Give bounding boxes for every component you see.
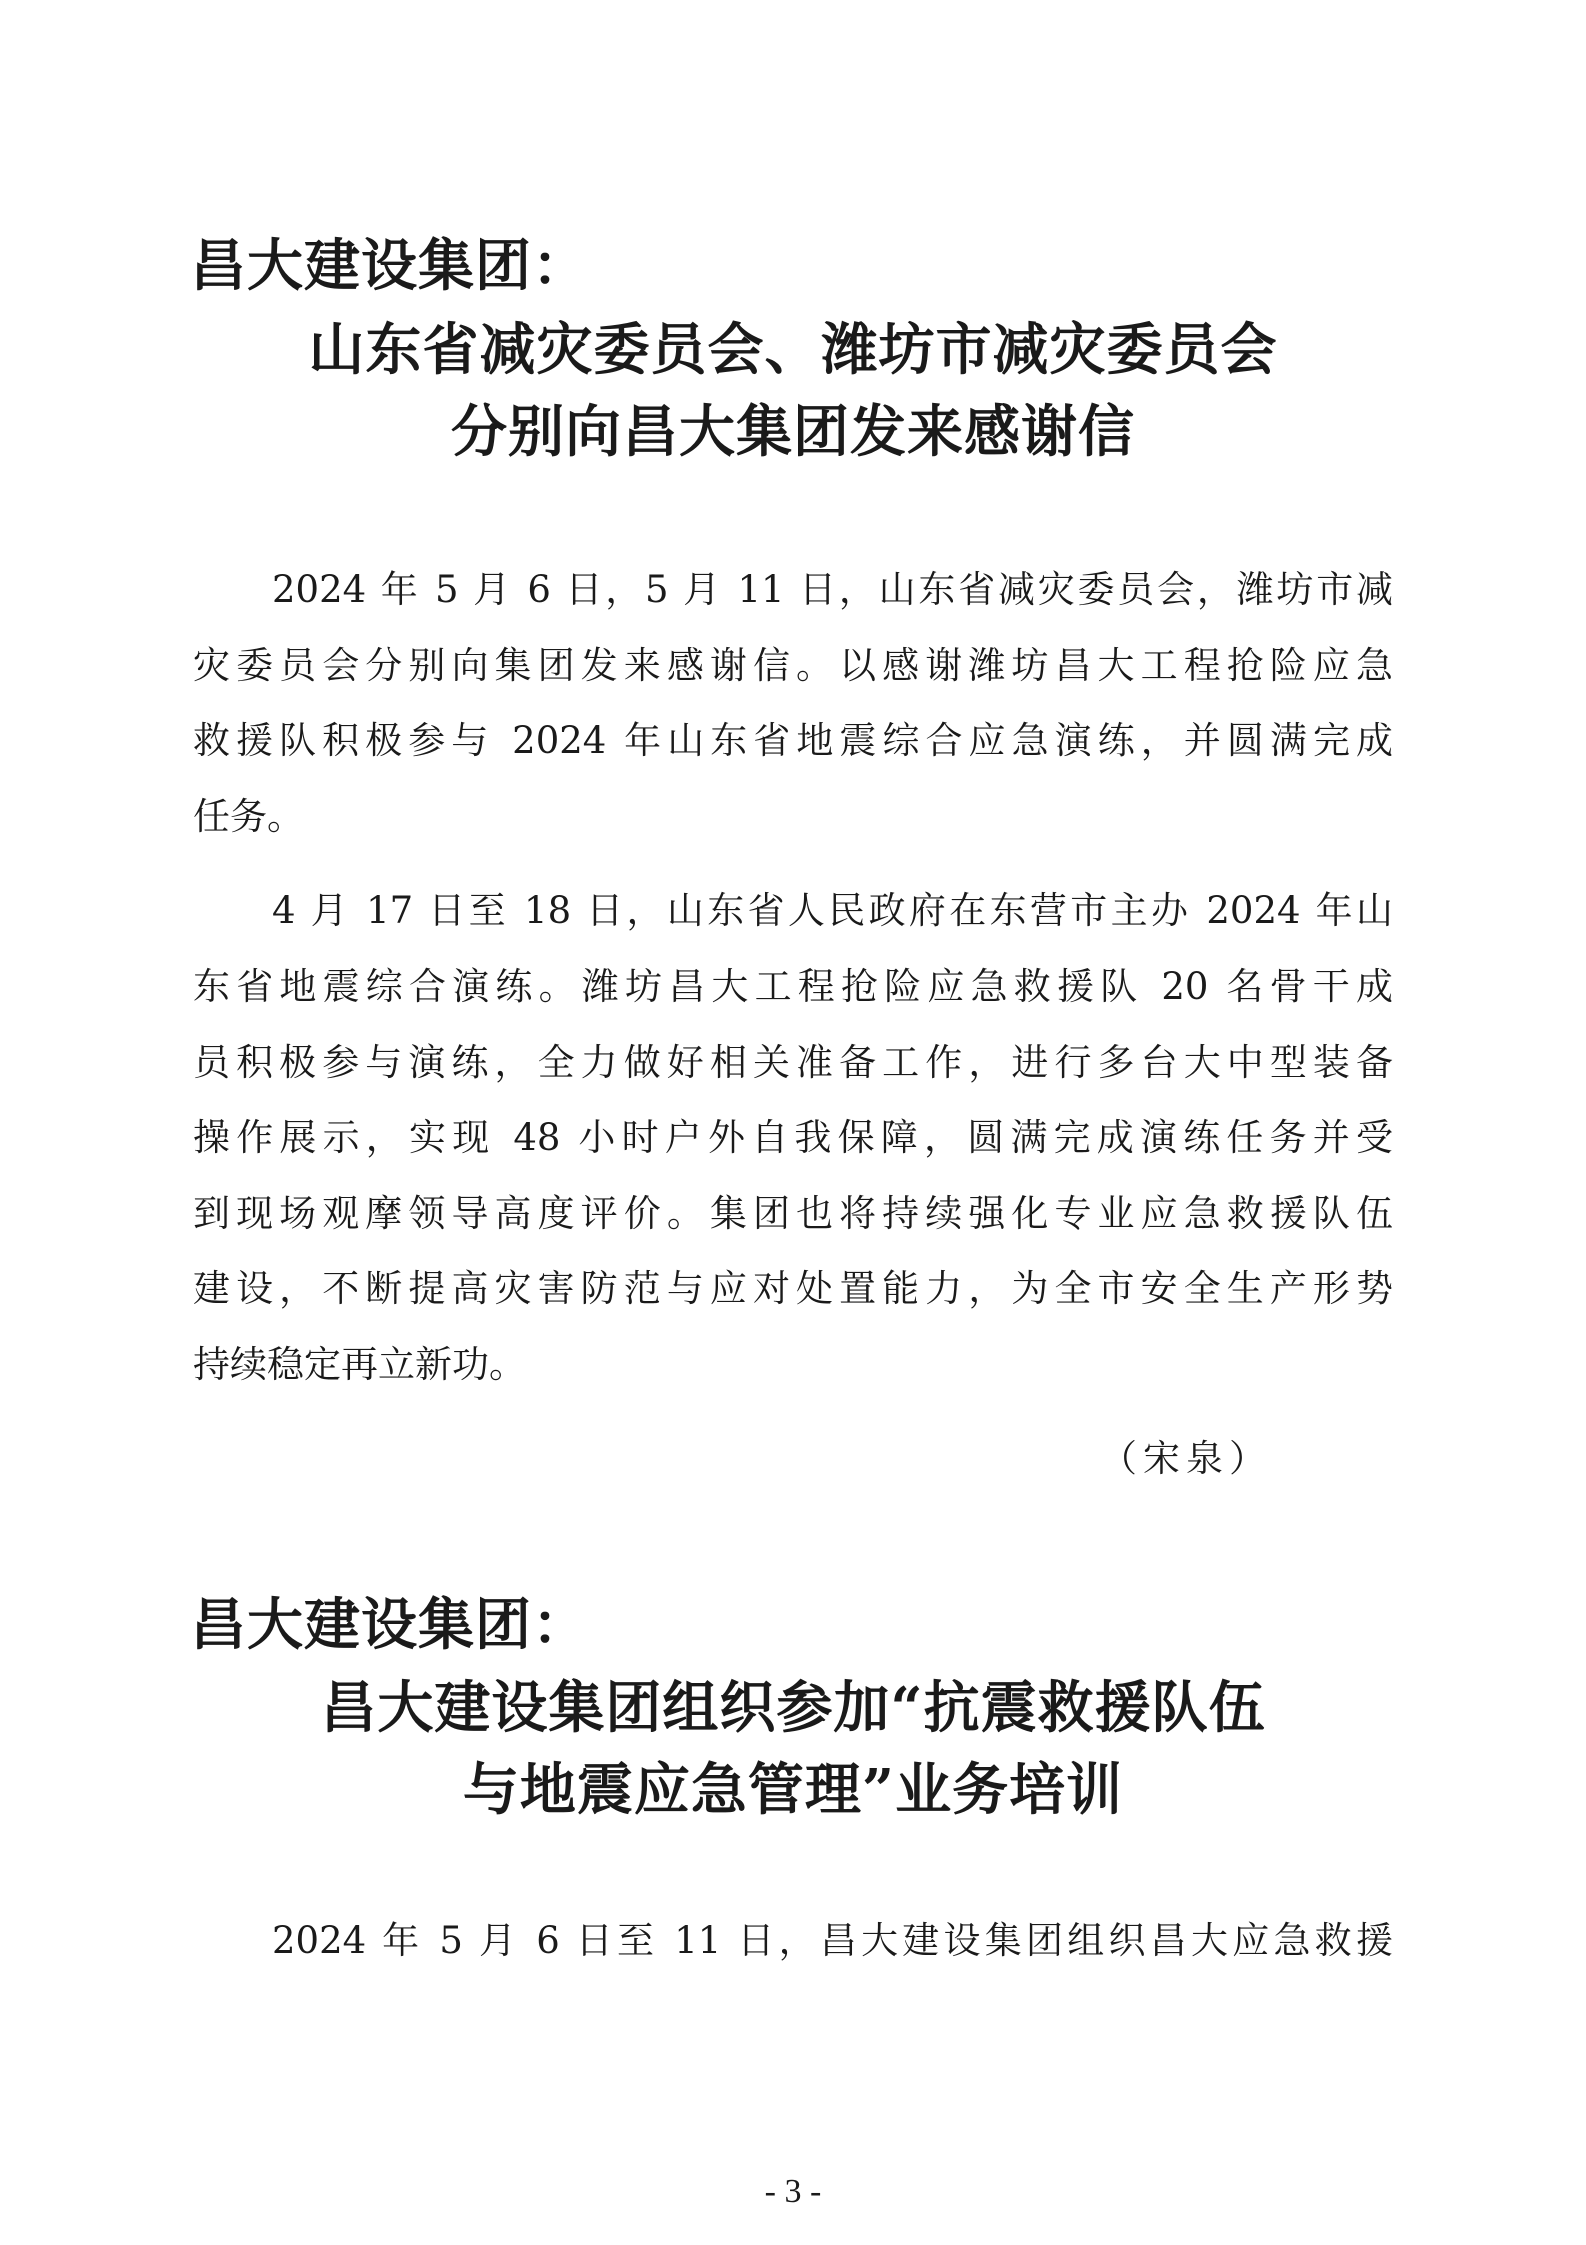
article1-title-line-1: 山东省减灾委员会、潍坊市减灾委员会 [308,317,1278,383]
article1-author: （宋泉） [1100,1437,1272,1480]
article2-title-line-2: 与地震应急管理”业务培训 [462,1757,1124,1823]
article2-p1-line-1: 2024 年 5 月 6 日至 11 日，昌大建设集团组织昌大应急救援 [272,1919,1393,1962]
article1-p1-line-3: 救援队积极参与 2024 年山东省地震综合应急演练，并圆满完成 [193,719,1393,762]
article1-p2-line-5: 到现场观摩领导高度评价。集团也将持续强化专业应急救援队伍 [193,1192,1393,1235]
article1-p2-line-6: 建设，不断提高灾害防范与应对处置能力，为全市安全生产形势 [193,1267,1393,1310]
article2-title-line-1: 昌大建设集团组织参加“抗震救援队伍 [320,1675,1266,1741]
article2-org-label: 昌大建设集团： [190,1592,589,1658]
page-number: - 3 - [764,2173,822,2210]
article1-p2-line-4: 操作展示，实现 48 小时户外自我保障，圆满完成演练任务并受 [193,1116,1393,1159]
article1-p1-line-4: 任务。 [193,795,304,838]
article1-p2-line-7: 持续稳定再立新功。 [193,1343,526,1386]
article1-title-line-2: 分别向昌大集团发来感谢信 [451,399,1135,465]
article1-org-label: 昌大建设集团： [190,233,589,299]
article1-p1-line-2: 灾委员会分别向集团发来感谢信。以感谢潍坊昌大工程抢险应急 [193,644,1393,687]
article1-p2-line-3: 员积极参与演练，全力做好相关准备工作，进行多台大中型装备 [193,1041,1393,1084]
article1-p2-line-2: 东省地震综合演练。潍坊昌大工程抢险应急救援队 20 名骨干成 [193,965,1393,1008]
article1-p2-line-1: 4 月 17 日至 18 日，山东省人民政府在东营市主办 2024 年山 [272,889,1393,932]
article1-p1-line-1: 2024 年 5 月 6 日，5 月 11 日，山东省减灾委员会，潍坊市减 [272,568,1393,611]
